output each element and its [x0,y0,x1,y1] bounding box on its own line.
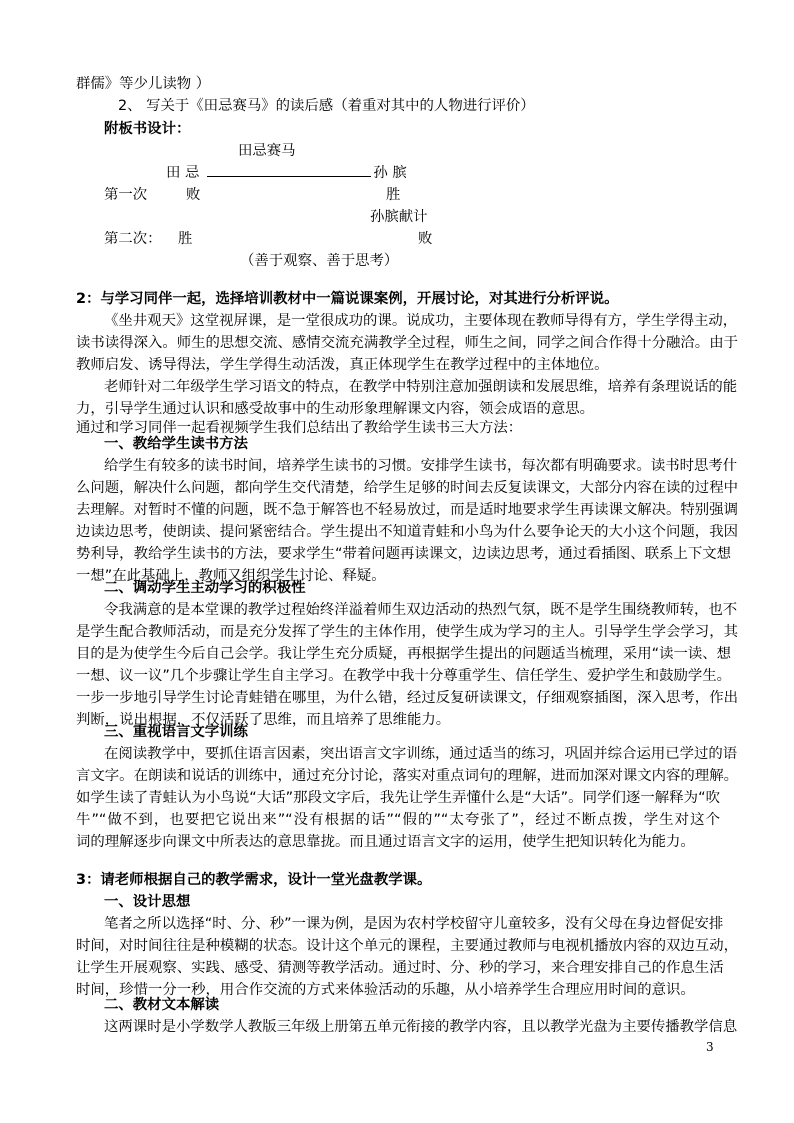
paragraph-line: 目的是为使学生今后自己会学。我让学生充分质疑，再根据学生提出的问题适当梳理，采用“读一读、想 [76,646,732,662]
subheading: 一、教给学生读书方法 [104,436,248,452]
paragraph-line: 词的理解逐步向课文中所表达的意思靠拢。而且通过语言文字的运用，使学生把知识转化为能力。 [76,834,695,850]
text-line: 2、 写关于《田忌赛马》的读后感（着重对其中的人物进行评价） [118,98,535,114]
paragraph-line: 让学生开展观察、实践、感受、猜测等教学活动。通过时、分、秒的学习，来合理安排自己的作息生活 [76,960,724,976]
board-caption: （善于观察、善于思考） [240,253,399,269]
paragraph-line: 在阅读教学中，要抓住语言因素，突出语言文字训练，通过适当的练习，巩固并综合运用已学过的语 [104,746,738,762]
paragraph-line: 一步一步地引导学生讨论青蛙错在哪里，为什么错，经过反复研读课文，仔细观察插图，深入思考，作出 [76,690,738,706]
paragraph-line: 《坐井观天》这堂视屏课，是一堂很成功的课。说成功，主要体现在教师导得有方，学生学得主动， [104,313,738,329]
paragraph-line: 一想”在此基础上，教师又组织学生讨论、释疑。 [76,568,386,584]
subheading: 二、教材文本解读 [104,997,220,1013]
board-row1-left: 败 [186,187,201,203]
paragraph-line: 如学生读了青蛙认为小鸟说“大话”那段文字后，我先让学生弄懂什么是“大话”。同学们逐一解释为“吹 [76,790,720,806]
board-row2-right: 败 [418,231,433,247]
paragraph-line: 势利导，教给学生读书的方法，要求学生“带着问题再读课文，边读边思考，通过看插图、联系上下文想 [76,546,732,562]
subheading: 三、重视语言文字训练 [104,724,248,740]
section-heading: 3：请老师根据自己的教学需求，设计一堂光盘教学课。 [76,872,432,888]
paragraph-line: 教师启发、诱导得法，学生学得生动活泼，真正体现学生在教学过程中的主体地位。 [76,357,609,373]
paragraph-line: 判断，说出根据，不仅活跃了思维，而且培养了思维能力。 [76,712,451,728]
subheading: 二、调动学生主动学习的积极性 [104,580,306,596]
paragraph-line: 么问题，解决什么问题，都向学生交代清楚，给学生足够的时间去反复读课文，大部分内容在读的过程中 [76,480,738,496]
paragraph-line: 牛”“做不到，也要把它说出来”“没有根据的话”“假的”“太夸张了”，经过不断点拨，学生对这个 [76,812,720,828]
paragraph-line: 令我满意的是本堂课的教学过程始终洋溢着师生双边活动的热烈气氛，既不是学生围绕教师转，也不 [104,602,738,618]
paragraph-line: 一想、议一议”几个步骤让学生自主学习。在教学中我十分尊重学生、信任学生、爱护学生和鼓励学生。 [76,668,732,684]
subheading: 一、设计思想 [104,894,191,910]
paragraph-line: 这两课时是小学数学人教版三年级上册第五单元衔接的教学内容，且以教学光盘为主要传播教学信息 [104,1019,738,1035]
paragraph-line: 边读边思考，使朗读、提问紧密结合。学生提出不知道青蛙和小鸟为什么要争论天的大小这个问题，我因 [76,524,738,540]
board-row1-right: 胜 [386,187,401,203]
paragraph-line: 给学生有较多的读书时间，培养学生读书的习惯。安排学生读书，每次都有明确要求。读书时思考什 [104,458,738,474]
paragraph-line: 力，引导学生通过认识和感受故事中的生动形象理解课文内容，领会成语的意思。 [76,401,595,417]
paragraph-line: 通过和学习同伴一起看视频学生我们总结出了教给学生读书三大方法： [76,420,523,436]
board-note: 孙膑献计 [370,209,428,225]
paragraph-line: 是学生配合教师活动，而是充分发挥了学生的主体作用，使学生成为学习的主人。引导学生学会学习，其 [76,624,738,640]
board-row1-label: 第一次 [104,187,148,203]
page-number: 3 [706,1040,714,1054]
section-heading: 2：与学习同伴一起，选择培训教材中一篇说课案例，开展讨论，对其进行分析评说。 [76,291,619,307]
board-names-row [166,163,407,183]
paragraph-line: 时间，对时间往往是种模糊的状态。设计这个单元的课程，主要通过教师与电视机播放内容的双边互动， [76,938,738,954]
paragraph-line: 言文字。在朗读和说话的训练中，通过充分讨论，落实对重点词句的理解，进而加深对课文内容的理解。 [76,768,738,784]
paragraph-line: 笔者之所以选择“时、分、秒”一课为例，是因为农村学校留守儿童较多，没有父母在身边督促安排 [104,916,724,932]
board-right-name: 孙 膑 [373,165,407,181]
paragraph-line: 去理解。对暂时不懂的问题，既不急于解答也不轻易放过，而是适时地要求学生再读课文解决。特别强调 [76,502,738,518]
paragraph-line: 老师针对二年级学生学习语文的特点，在教学中特别注意加强朗读和发展思维，培养有条理说话的能 [104,379,738,395]
board-left-name: 田 忌 [166,165,200,181]
board-row2-left: 胜 [178,231,193,247]
board-title: 田忌赛马 [238,143,296,159]
paragraph-line: 读书读得深入。师生的思想交流、感情交流充满教学全过程，师生之间，同学之间合作得十分融洽。由于 [76,335,738,351]
paragraph-line: 时间，珍惜一分一秒，用合作交流的方式来体验活动的乐趣，从小培养学生合理应用时间的意识。 [76,982,695,998]
board-underline [207,164,371,177]
board-row2-label: 第二次： [104,231,162,247]
board-heading: 附板书设计： [104,121,191,137]
text-line: 群儒》等少儿读物 ） [76,76,211,92]
